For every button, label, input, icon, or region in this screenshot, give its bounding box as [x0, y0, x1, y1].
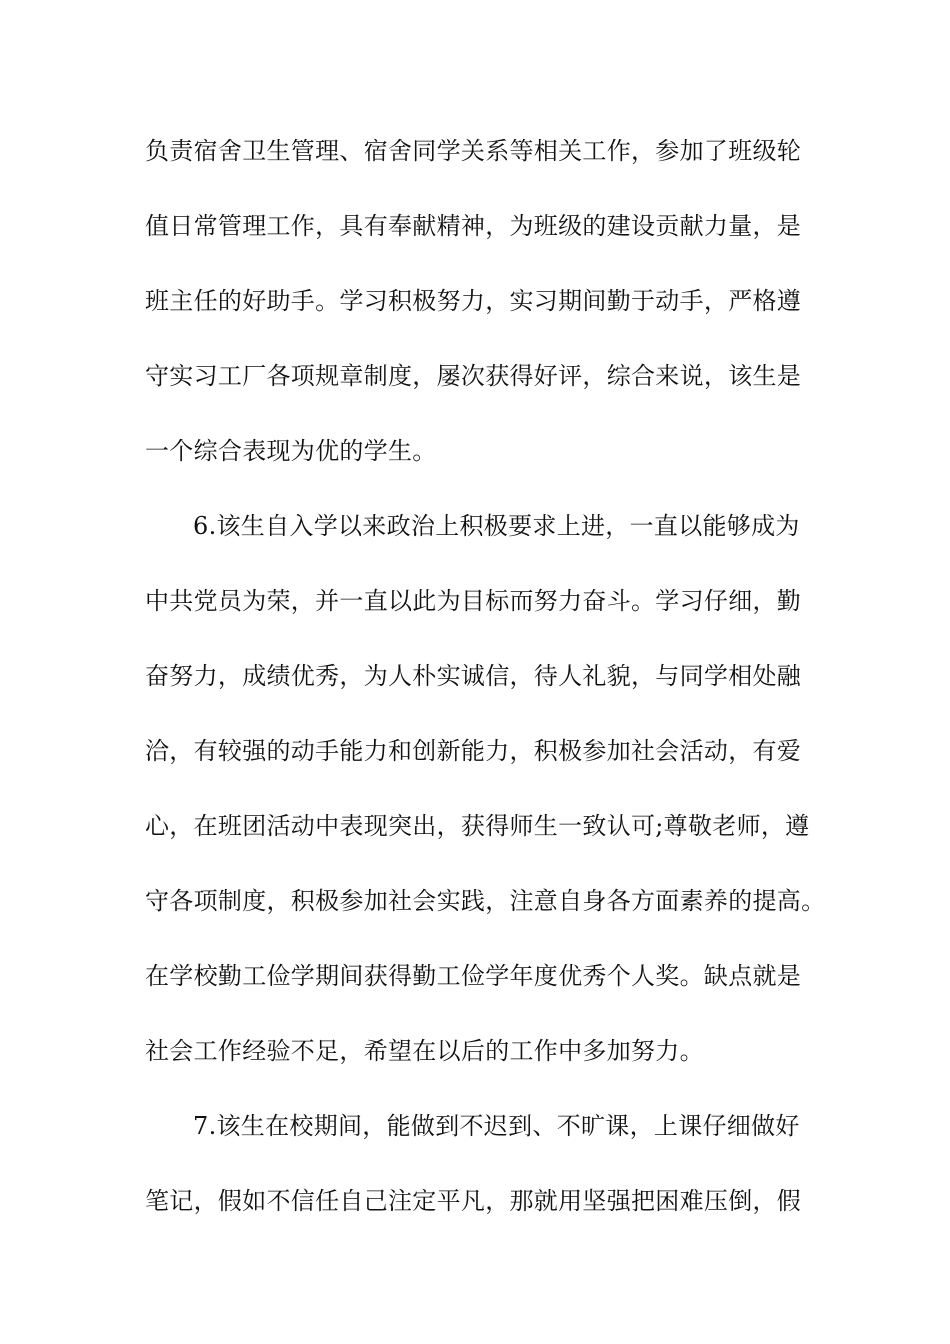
- text-line: 负责宿舍卫生管理、宿舍同学关系等相关工作，参加了班级轮: [145, 137, 802, 165]
- text-line: 奋努力，成绩优秀，为人朴实诚信，待人礼貌，与同学相处融: [145, 662, 802, 690]
- text-line: 班主任的好助手。学习积极努力，实习期间勤于动手，严格遵: [145, 287, 802, 315]
- text-line: 值日常管理工作，具有奉献精神，为班级的建设贡献力量，是: [145, 212, 802, 240]
- text-line: 守实习工厂各项规章制度，屡次获得好评，综合来说，该生是: [145, 362, 802, 390]
- text-line: 中共党员为荣，并一直以此为目标而努力奋斗。学习仔细，勤: [145, 587, 802, 615]
- text-line: 一个综合表现为优的学生。: [145, 437, 437, 465]
- text-line: 守各项制度，积极参加社会实践，注意自身各方面素养的提高。: [145, 887, 826, 915]
- text-line: 心，在班团活动中表现突出，获得师生一致认可;尊敬老师，遵: [145, 812, 810, 840]
- paragraph-start-7: 7.该生在校期间，能做到不迟到、不旷课，上课仔细做好: [193, 1112, 800, 1140]
- text-line: 洽，有较强的动手能力和创新能力，积极参加社会活动，有爱: [145, 737, 802, 765]
- text-line: 社会工作经验不足，希望在以后的工作中多加努力。: [145, 1037, 704, 1065]
- document-body: [145, 128, 826, 1253]
- text-line: 在学校勤工俭学期间获得勤工俭学年度优秀个人奖。缺点就是: [145, 962, 802, 990]
- paragraph-start-6: 6.该生自入学以来政治上积极要求上进，一直以能够成为: [193, 512, 800, 540]
- text-line: 笔记，假如不信任自己注定平凡，那就用坚强把困难压倒，假: [145, 1187, 802, 1215]
